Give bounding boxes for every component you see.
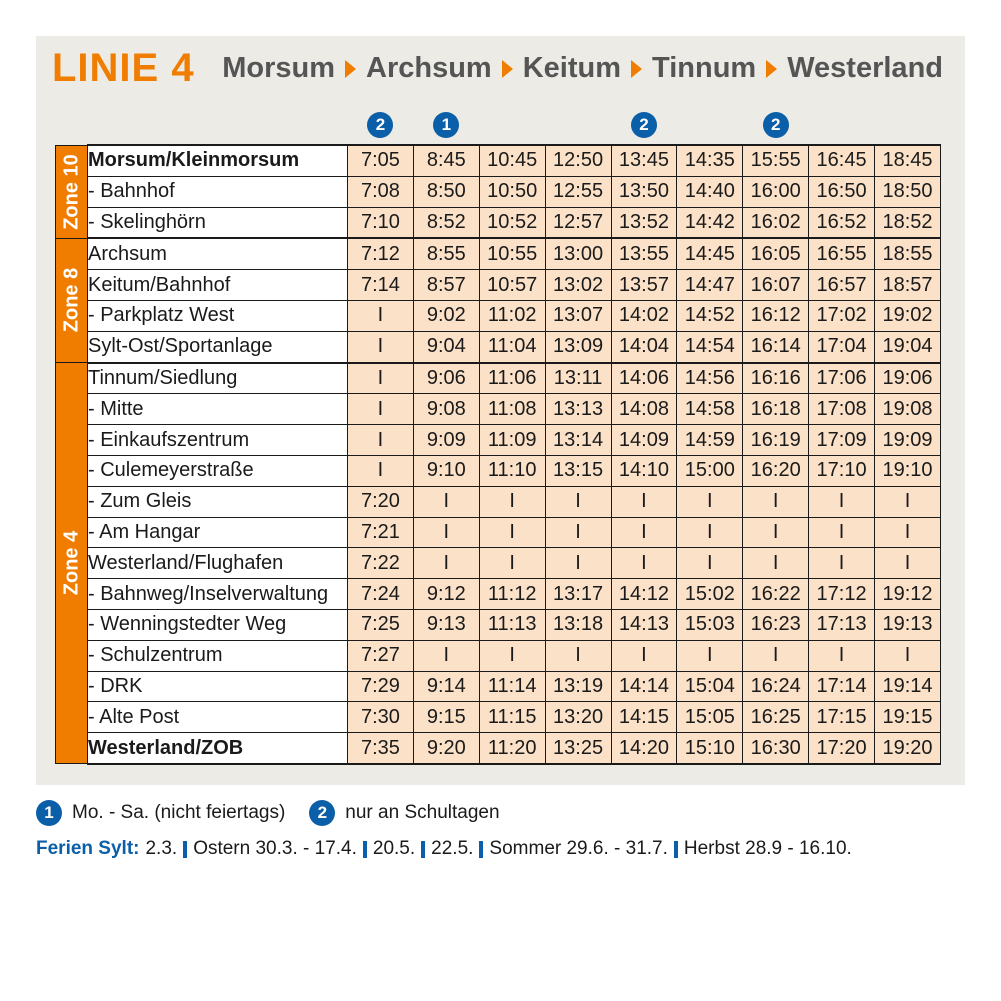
separator-bar (421, 841, 425, 858)
separator-bar (674, 841, 678, 858)
table-row (56, 331, 941, 362)
departure-time: 19:13 (875, 609, 941, 640)
departure-time: 16:23 (743, 609, 809, 640)
separator-bar (479, 841, 483, 858)
departure-time: 18:52 (875, 207, 941, 238)
departure-time: 16:14 (743, 331, 809, 362)
departure-time: 17:02 (809, 300, 875, 331)
stop-name: - Am Hangar (88, 517, 348, 548)
zone-label-text: Zone 10 (60, 153, 82, 230)
note-badge-2-icon: 2 (763, 112, 789, 138)
stop-name: Sylt-Ost/Sportanlage (88, 331, 348, 362)
holiday-item: 2.3. (145, 838, 178, 859)
departure-time: 9:13 (413, 609, 479, 640)
departure-time: 13:09 (545, 331, 611, 362)
departure-time: I (545, 517, 611, 548)
departure-time: I (809, 517, 875, 548)
departure-time: I (743, 640, 809, 671)
table-row (56, 145, 941, 176)
departure-time: 11:02 (479, 300, 545, 331)
departure-time: 10:50 (479, 176, 545, 207)
departure-time: I (413, 640, 479, 671)
departure-time: 10:57 (479, 270, 545, 301)
stop-name: Westerland/Flughafen (88, 548, 348, 579)
departure-time: 14:56 (677, 363, 743, 394)
departure-time: 15:02 (677, 579, 743, 610)
departure-time: I (545, 640, 611, 671)
departure-time: 13:20 (545, 702, 611, 733)
departure-time: I (875, 548, 941, 579)
departure-time: 11:06 (479, 363, 545, 394)
departure-time: 16:07 (743, 270, 809, 301)
departure-time: I (413, 486, 479, 517)
departure-time: 14:10 (611, 455, 677, 486)
legend-text: nur an Schultagen (345, 802, 500, 823)
departure-time: 14:08 (611, 394, 677, 425)
departure-time: 11:09 (479, 425, 545, 456)
departure-time: 18:45 (875, 145, 941, 176)
departure-time: 9:15 (413, 702, 479, 733)
departure-time: 14:04 (611, 331, 677, 362)
departure-time: 14:47 (677, 270, 743, 301)
holiday-item: 20.5. (372, 838, 416, 859)
stop-name: - Bahnweg/Inselverwaltung (88, 579, 348, 610)
departure-time: I (677, 517, 743, 548)
departure-time: 7:20 (348, 486, 414, 517)
departure-time: I (743, 486, 809, 517)
route-stop: Keitum (522, 52, 622, 84)
departure-time: 13:13 (545, 394, 611, 425)
departure-time: 19:10 (875, 455, 941, 486)
departure-time: 9:08 (413, 394, 479, 425)
departure-time: 16:18 (743, 394, 809, 425)
stop-name: - Parkplatz West (88, 300, 348, 331)
legend-text: Mo. - Sa. (nicht feiertags) (72, 802, 286, 823)
departure-time: 16:25 (743, 702, 809, 733)
departure-time: 16:20 (743, 455, 809, 486)
departure-time: 11:20 (479, 733, 545, 764)
departure-time: 13:19 (545, 671, 611, 702)
route-arrow-icon (766, 60, 777, 78)
table-row (56, 548, 941, 579)
stop-name: - Skelinghörn (88, 207, 348, 238)
departure-time: I (677, 486, 743, 517)
departure-time: 14:14 (611, 671, 677, 702)
holiday-item: Sommer 29.6. - 31.7. (489, 838, 668, 859)
departure-time: 16:19 (743, 425, 809, 456)
departure-time: 17:09 (809, 425, 875, 456)
departure-time: 11:04 (479, 331, 545, 362)
departure-time: 13:14 (545, 425, 611, 456)
departure-time: 16:05 (743, 238, 809, 269)
departure-time: 10:45 (479, 145, 545, 176)
departure-time: 16:45 (809, 145, 875, 176)
stop-name: - Culemeyerstraße (88, 455, 348, 486)
departure-time: 7:05 (348, 145, 414, 176)
departure-time: 19:15 (875, 702, 941, 733)
departure-time: 13:57 (611, 270, 677, 301)
route-stop: Archsum (366, 52, 492, 84)
table-row (56, 176, 941, 207)
departure-time: I (348, 300, 414, 331)
route-arrow-icon (345, 60, 356, 78)
departure-time: 18:57 (875, 270, 941, 301)
departure-time: I (611, 548, 677, 579)
departure-time: 13:15 (545, 455, 611, 486)
departure-time: 14:02 (611, 300, 677, 331)
departure-time: I (545, 486, 611, 517)
table-row (56, 640, 941, 671)
departure-time: I (479, 548, 545, 579)
zone-label (56, 238, 88, 362)
departure-time: I (875, 486, 941, 517)
departure-time: 14:12 (611, 579, 677, 610)
departure-time: 14:13 (611, 609, 677, 640)
route-arrow-icon (502, 60, 513, 78)
departure-time: 17:15 (809, 702, 875, 733)
table-row (56, 579, 941, 610)
departure-time: I (875, 517, 941, 548)
departure-time: I (809, 548, 875, 579)
departure-time: 9:20 (413, 733, 479, 764)
note-badge-1-icon: 1 (433, 112, 459, 138)
stop-name: - Schulzentrum (88, 640, 348, 671)
departure-time: 16:55 (809, 238, 875, 269)
departure-time: 7:25 (348, 609, 414, 640)
note-badge-2-icon: 2 (309, 800, 335, 826)
departure-time: 7:22 (348, 548, 414, 579)
departure-time: I (348, 394, 414, 425)
holiday-item: 22.5. (431, 838, 474, 859)
holidays-line (36, 838, 852, 860)
route-header (222, 52, 943, 85)
departure-time: I (875, 640, 941, 671)
departure-time: 14:45 (677, 238, 743, 269)
departure-time: 17:13 (809, 609, 875, 640)
departure-time: 14:58 (677, 394, 743, 425)
table-row (56, 609, 941, 640)
note-badge-1-icon: 1 (36, 800, 62, 826)
route-stop: Westerland (787, 52, 943, 84)
departure-time: I (809, 486, 875, 517)
departure-time: 19:04 (875, 331, 941, 362)
departure-time: 15:55 (743, 145, 809, 176)
holidays-label: Ferien Sylt: (36, 838, 140, 859)
departure-time: 11:08 (479, 394, 545, 425)
timetable (55, 144, 941, 765)
departure-time: 16:52 (809, 207, 875, 238)
departure-time: 13:00 (545, 238, 611, 269)
departure-time: 7:27 (348, 640, 414, 671)
departure-time: 8:55 (413, 238, 479, 269)
zone-label (56, 363, 88, 764)
departure-time: I (413, 517, 479, 548)
departure-time: 11:13 (479, 609, 545, 640)
departure-time: 15:00 (677, 455, 743, 486)
departure-time: 7:21 (348, 517, 414, 548)
departure-time: I (611, 486, 677, 517)
departure-time: 11:15 (479, 702, 545, 733)
stop-name: Tinnum/Siedlung (88, 363, 348, 394)
departure-time: 15:10 (677, 733, 743, 764)
departure-time: 14:52 (677, 300, 743, 331)
departure-time: 17:14 (809, 671, 875, 702)
departure-time: I (348, 455, 414, 486)
holiday-item: Ostern 30.3. - 17.4. (193, 838, 357, 859)
departure-time: 18:50 (875, 176, 941, 207)
departure-time: I (743, 517, 809, 548)
departure-time: 13:45 (611, 145, 677, 176)
departure-time: 19:08 (875, 394, 941, 425)
table-row (56, 300, 941, 331)
departure-time: 12:57 (545, 207, 611, 238)
stop-name: Keitum/Bahnhof (88, 270, 348, 301)
departure-time: 15:03 (677, 609, 743, 640)
departure-time: 8:57 (413, 270, 479, 301)
departure-time: 19:06 (875, 363, 941, 394)
departure-time: 7:10 (348, 207, 414, 238)
departure-time: I (677, 548, 743, 579)
departure-time: 9:10 (413, 455, 479, 486)
stop-name: - Einkaufszentrum (88, 425, 348, 456)
table-row (56, 270, 941, 301)
departure-time: 8:45 (413, 145, 479, 176)
departure-time: 13:25 (545, 733, 611, 764)
departure-time: I (479, 640, 545, 671)
note-badge-2-icon: 2 (367, 112, 393, 138)
departure-time: I (413, 548, 479, 579)
note-badge-2-icon: 2 (631, 112, 657, 138)
line-title: LINIE 4 (52, 46, 195, 90)
departure-time: 13:17 (545, 579, 611, 610)
departure-time: 17:06 (809, 363, 875, 394)
departure-time: 12:55 (545, 176, 611, 207)
departure-time: 11:10 (479, 455, 545, 486)
departure-time: 9:04 (413, 331, 479, 362)
departure-time: 13:07 (545, 300, 611, 331)
departure-time: 14:35 (677, 145, 743, 176)
route-stop: Tinnum (652, 52, 757, 84)
table-row (56, 486, 941, 517)
route-arrow-icon (631, 60, 642, 78)
zone-label (56, 145, 88, 238)
table-row (56, 702, 941, 733)
departure-time: 7:29 (348, 671, 414, 702)
departure-time: 9:06 (413, 363, 479, 394)
departure-time: 16:00 (743, 176, 809, 207)
departure-time: 16:57 (809, 270, 875, 301)
stop-name: - Mitte (88, 394, 348, 425)
departure-time: 10:55 (479, 238, 545, 269)
separator-bar (183, 841, 187, 858)
departure-time: 19:14 (875, 671, 941, 702)
departure-time: 8:52 (413, 207, 479, 238)
departure-time: 7:08 (348, 176, 414, 207)
stop-name: - Alte Post (88, 702, 348, 733)
departure-time: 11:12 (479, 579, 545, 610)
zone-label-text: Zone 4 (60, 531, 82, 596)
departure-time: 16:22 (743, 579, 809, 610)
departure-time: I (348, 425, 414, 456)
holiday-item: Herbst 28.9 - 16.10. (683, 838, 852, 859)
stop-name: Westerland/ZOB (88, 733, 348, 764)
legend (36, 800, 524, 826)
departure-time: I (743, 548, 809, 579)
departure-time: I (611, 640, 677, 671)
departure-time: 7:35 (348, 733, 414, 764)
departure-time: 19:12 (875, 579, 941, 610)
stop-name: Archsum (88, 238, 348, 269)
departure-time: 7:24 (348, 579, 414, 610)
departure-time: I (479, 517, 545, 548)
departure-time: I (545, 548, 611, 579)
departure-time: 17:04 (809, 331, 875, 362)
departure-time: 19:20 (875, 733, 941, 764)
table-row (56, 238, 941, 269)
departure-time: 7:12 (348, 238, 414, 269)
departure-time: 9:09 (413, 425, 479, 456)
departure-time: 10:52 (479, 207, 545, 238)
table-row (56, 517, 941, 548)
departure-time: 14:09 (611, 425, 677, 456)
departure-time: 14:20 (611, 733, 677, 764)
departure-time: 13:52 (611, 207, 677, 238)
table-row (56, 425, 941, 456)
route-stop: Morsum (222, 52, 336, 84)
departure-time: 14:59 (677, 425, 743, 456)
departure-time: 16:12 (743, 300, 809, 331)
departure-time: 16:50 (809, 176, 875, 207)
stop-name: Morsum/Kleinmorsum (88, 145, 348, 176)
departure-time: 13:55 (611, 238, 677, 269)
table-row (56, 671, 941, 702)
departure-time: 17:12 (809, 579, 875, 610)
departure-time: 17:08 (809, 394, 875, 425)
departure-time: 16:02 (743, 207, 809, 238)
departure-time: 16:24 (743, 671, 809, 702)
stop-name: - Wenningstedter Weg (88, 609, 348, 640)
departure-time: I (479, 486, 545, 517)
departure-time: 13:50 (611, 176, 677, 207)
departure-time: I (677, 640, 743, 671)
departure-time: 15:05 (677, 702, 743, 733)
departure-time: 18:55 (875, 238, 941, 269)
departure-time: I (809, 640, 875, 671)
departure-time: 13:02 (545, 270, 611, 301)
stop-name: - Zum Gleis (88, 486, 348, 517)
departure-time: I (611, 517, 677, 548)
departure-time: 16:16 (743, 363, 809, 394)
departure-time: 14:54 (677, 331, 743, 362)
departure-time: 14:15 (611, 702, 677, 733)
departure-time: 8:50 (413, 176, 479, 207)
departure-time: 13:18 (545, 609, 611, 640)
table-row (56, 207, 941, 238)
stop-name: - DRK (88, 671, 348, 702)
stop-name: - Bahnhof (88, 176, 348, 207)
departure-time: I (348, 331, 414, 362)
departure-time: 19:09 (875, 425, 941, 456)
table-row (56, 455, 941, 486)
separator-bar (363, 841, 367, 858)
departure-time: 7:30 (348, 702, 414, 733)
table-row (56, 394, 941, 425)
departure-time: 14:40 (677, 176, 743, 207)
zone-label-text: Zone 8 (60, 268, 82, 333)
departure-time: 9:12 (413, 579, 479, 610)
departure-time: 12:50 (545, 145, 611, 176)
departure-time: 14:42 (677, 207, 743, 238)
departure-time: 17:20 (809, 733, 875, 764)
departure-time: 16:30 (743, 733, 809, 764)
departure-time: 9:02 (413, 300, 479, 331)
table-row (56, 733, 941, 764)
departure-time: I (348, 363, 414, 394)
departure-time: 15:04 (677, 671, 743, 702)
departure-time: 9:14 (413, 671, 479, 702)
table-row (56, 363, 941, 394)
departure-time: 13:11 (545, 363, 611, 394)
departure-time: 7:14 (348, 270, 414, 301)
departure-time: 14:06 (611, 363, 677, 394)
departure-time: 19:02 (875, 300, 941, 331)
departure-time: 17:10 (809, 455, 875, 486)
departure-time: 11:14 (479, 671, 545, 702)
